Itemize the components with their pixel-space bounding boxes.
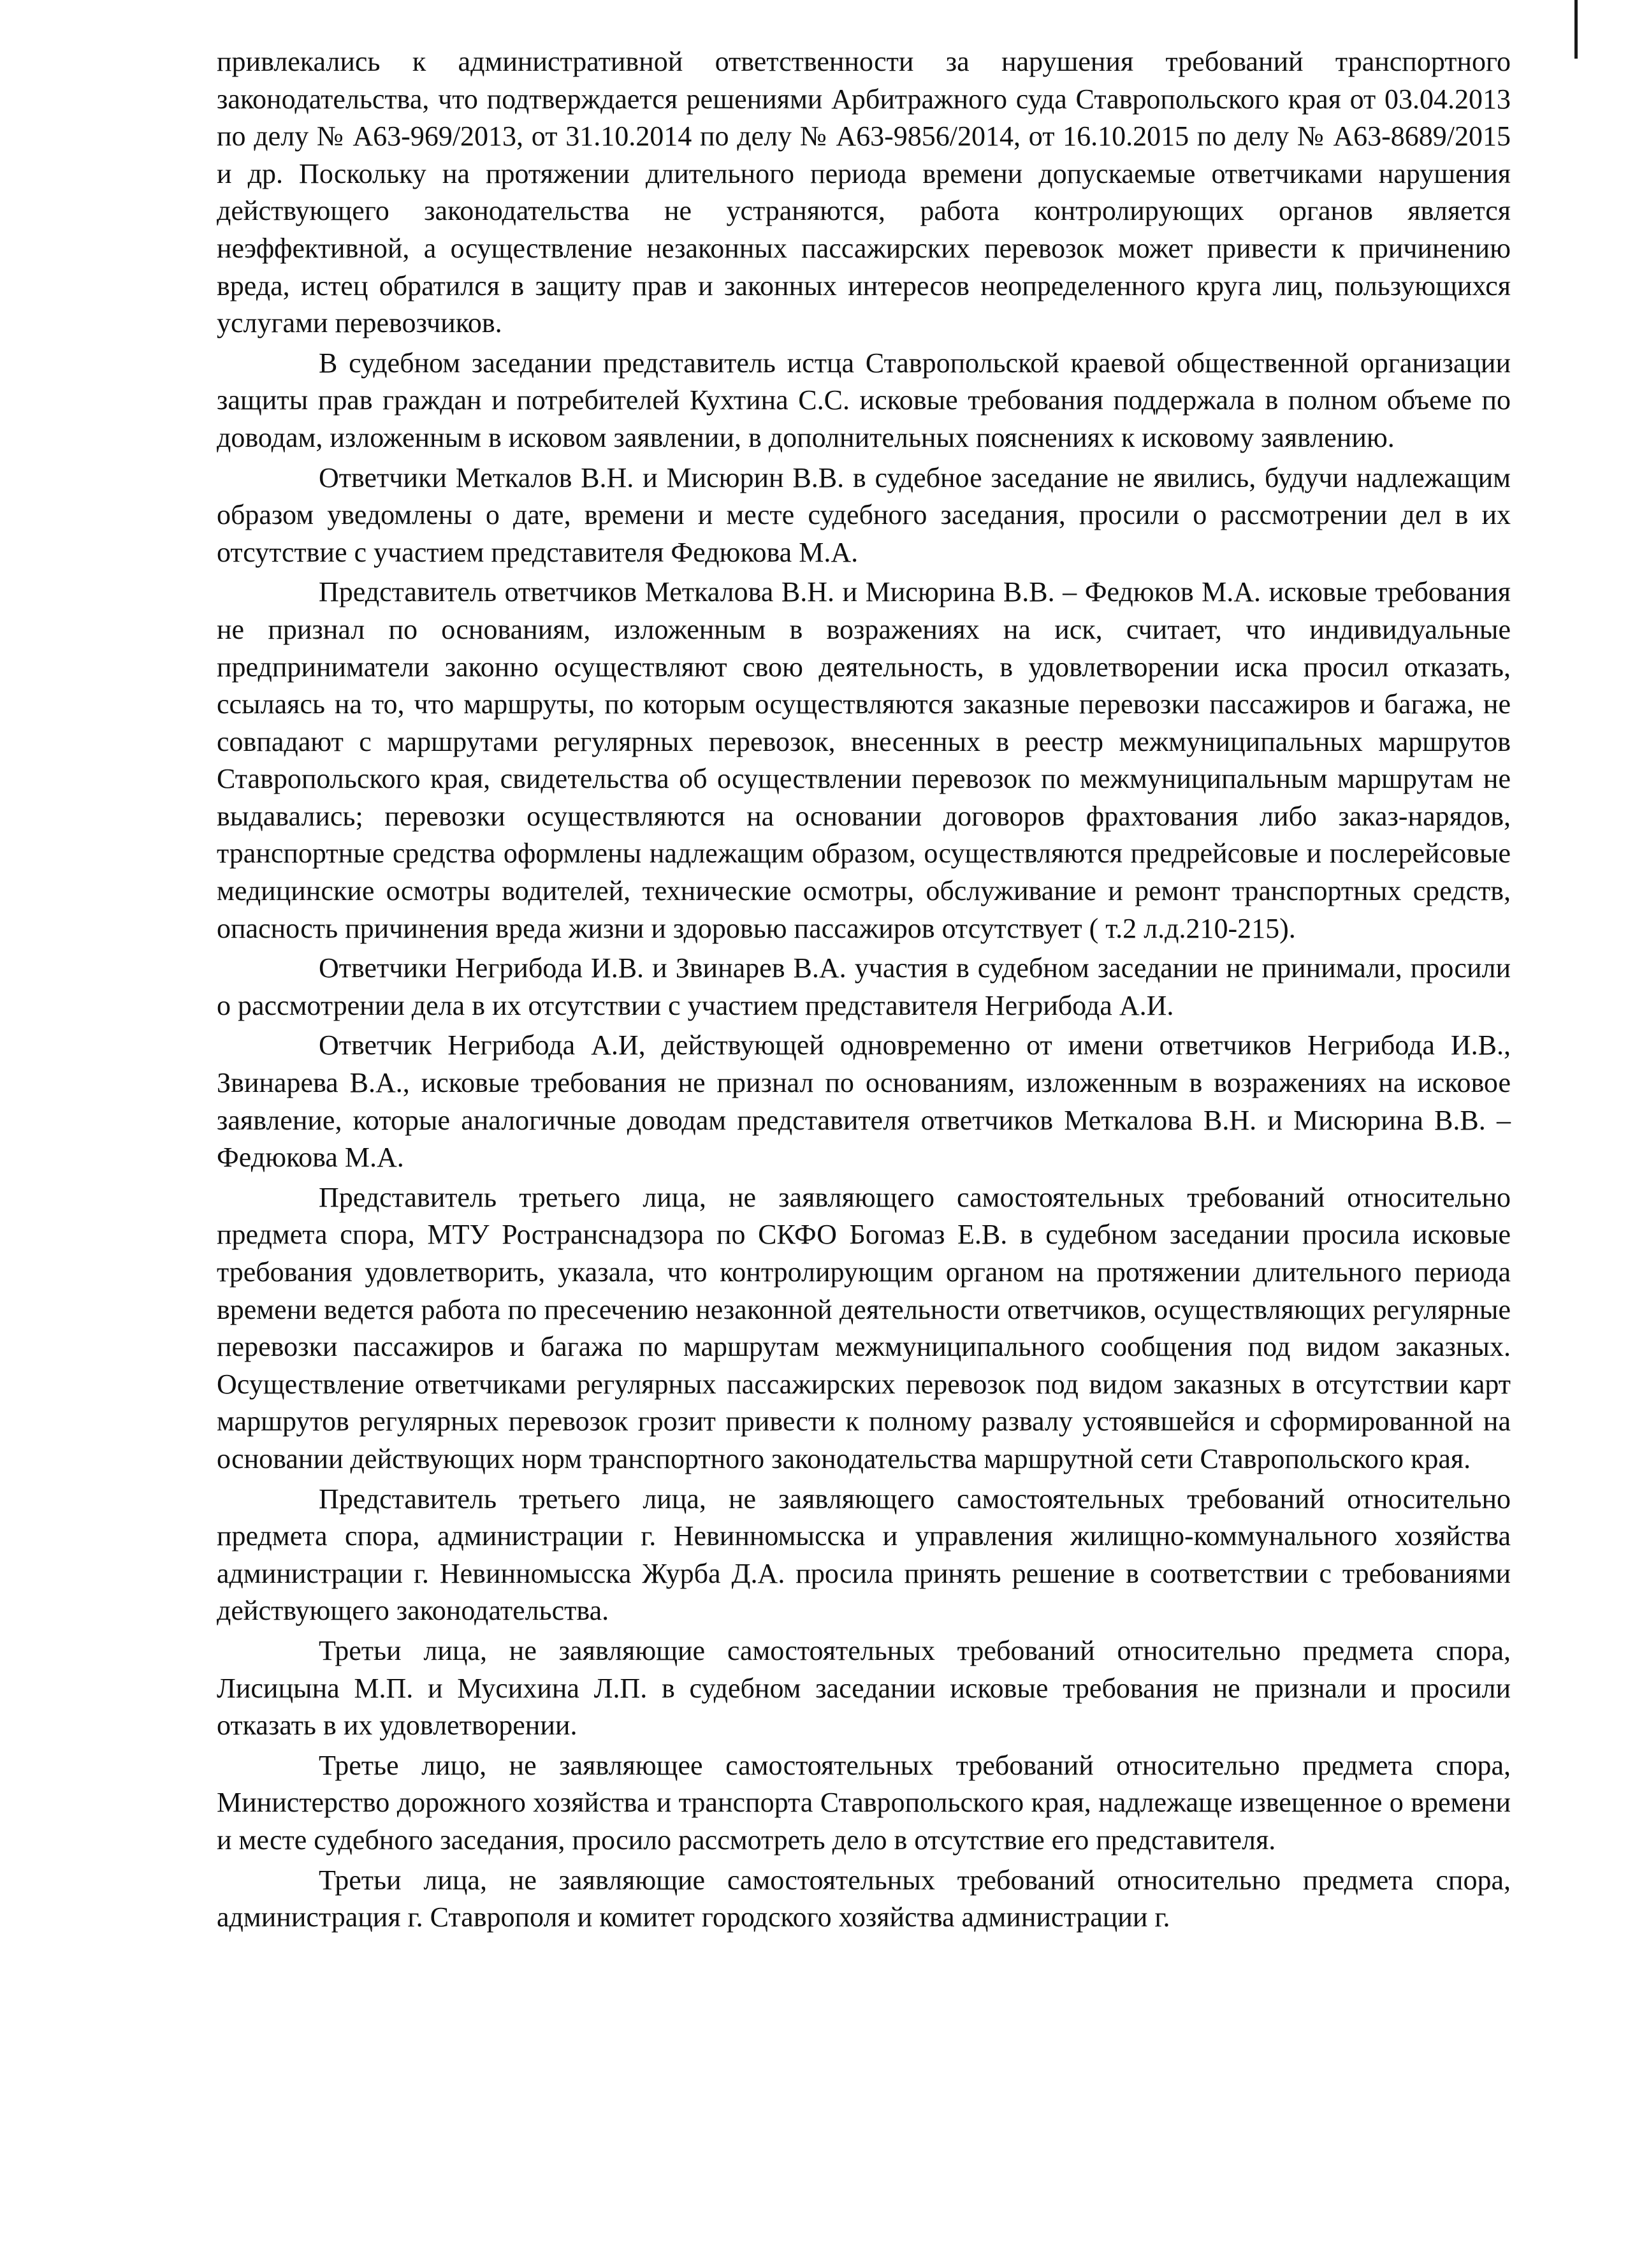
paragraph-1: привлекались к административной ответственности за нарушения требований транспортного законодательства, что подтверждается решениями Арбитражного суда Ставропольского края от 03.04.2013 по делу № А63-969/2013, от 31.10.2014 по делу № А63-9856/2014, от 16.10.2015 по делу № А63-8689/2015 и др. Поскольку на протяжении длительного периода времени допускаемые ответчиками нарушения действующего законодательства не устраняются, работа контролирующих органов является неэффективной, а осуществление незаконных пассажирских перевозок может привести к причинению вреда, истец обратился в защиту прав и законных интересов неопределенного круга лиц, пользующихся услугами перевозчиков.	[217, 46, 1511, 339]
document-page	[217, 43, 1511, 1939]
paragraph-8: Представитель третьего лица, не заявляющего самостоятельных требований относительно предмета спора, администрации г. Невинномысска и управления жилищно-коммунального хозяйства администрации г. Невинномысска Журба Д.А. просила принять решение в соответствии с требованиями действующего законодательства.	[217, 1483, 1511, 1627]
paragraph-4: Представитель ответчиков Меткалова В.Н. и Мисюрина В.В. – Федюков М.А. исковые требования не признал по основаниям, изложенным в возражениях на иск, считает, что индивидуальные предприниматели законно осуществляют свою деятельность, в удовлетворении иска просил отказать, ссылаясь на то, что маршруты, по которым осуществляются заказные перевозки пассажиров и багажа, не совпадают с маршрутами регулярных перевозок, внесенных в реестр межмуниципальных маршрутов Ставропольского края, свидетельства об осуществлении перевозок по межмуниципальным маршрутам не выдавались; перевозки осуществляются на основании договоров фрахтования либо заказ-нарядов, транспортные средства оформлены надлежащим образом, осуществляются предрейсовые и послерейсовые медицинские осмотры водителей, технические осмотры, обслуживание и ремонт транспортных средств, опасность причинения вреда жизни и здоровью пассажиров отсутствует ( т.2 л.д.210-215).	[217, 576, 1511, 944]
paragraph-9: Третьи лица, не заявляющие самостоятельных требований относительно предмета спора, Лисицына М.П. и Мусихина Л.П. в судебном заседании исковые требования не признали и просили отказать в их удовлетворении.	[217, 1634, 1511, 1741]
scan-edge-mark	[1574, 0, 1578, 59]
paragraph-7: Представитель третьего лица, не заявляющего самостоятельных требований относительно предмета спора, МТУ Ространснадзора по СКФО Богомаз Е.В. в судебном заседании просила исковые требования удовлетворить, указала, что контролирующим органом на протяжении длительного периода времени ведется работа по пресечению незаконной деятельности ответчиков, осуществляющих регулярные перевозки пассажиров и багажа по маршрутам межмуниципального сообщения под видом заказных. Осуществление ответчиками регулярных пассажирских перевозок под видом заказных в отсутствии карт маршрутов регулярных перевозок грозит привести к полному развалу устоявшейся и сформированной на основании действующих норм транспортного законодательства маршрутной сети Ставропольского края.	[217, 1181, 1511, 1474]
paragraph-5: Ответчики Негрибода И.В. и Звинарев В.А. участия в судебном заседании не принимали, просили о рассмотрении дела в их отсутствии с участием представителя Негрибода А.И.	[217, 952, 1511, 1021]
paragraph-3: Ответчики Меткалов В.Н. и Мисюрин В.В. в судебное заседание не явились, будучи надлежащим образом уведомлены о дате, времени и месте судебного заседания, просили о рассмотрении дел в их отсутствие с участием представителя Федюкова М.А.	[217, 462, 1511, 568]
paragraph-10: Третье лицо, не заявляющее самостоятельных требований относительно предмета спора, Министерство дорожного хозяйства и транспорта Ставропольского края, надлежаще извещенное о времени и месте судебного заседания, просило рассмотреть дело в отсутствие его представителя.	[217, 1749, 1511, 1856]
paragraph-6: Ответчик Негрибода А.И, действующей одновременно от имени ответчиков Негрибода И.В., Звинарева В.А., исковые требования не признал по основаниям, изложенным в возражениях на исковое заявление, которые аналогичные доводам представителя ответчиков Меткалова В.Н. и Мисюрина В.В. – Федюкова М.А.	[217, 1029, 1511, 1174]
paragraph-11: Третьи лица, не заявляющие самостоятельных требований относительно предмета спора, администрация г. Ставрополя и комитет городского хозяйства администрации г.	[217, 1864, 1511, 1933]
paragraph-2: В судебном заседании представитель истца Ставропольской краевой общественной организации защиты прав граждан и потребителей Кухтина С.С. исковые требования поддержала в полном объеме по доводам, изложенным в исковом заявлении, в дополнительных пояснениях к исковому заявлению.	[217, 347, 1511, 453]
